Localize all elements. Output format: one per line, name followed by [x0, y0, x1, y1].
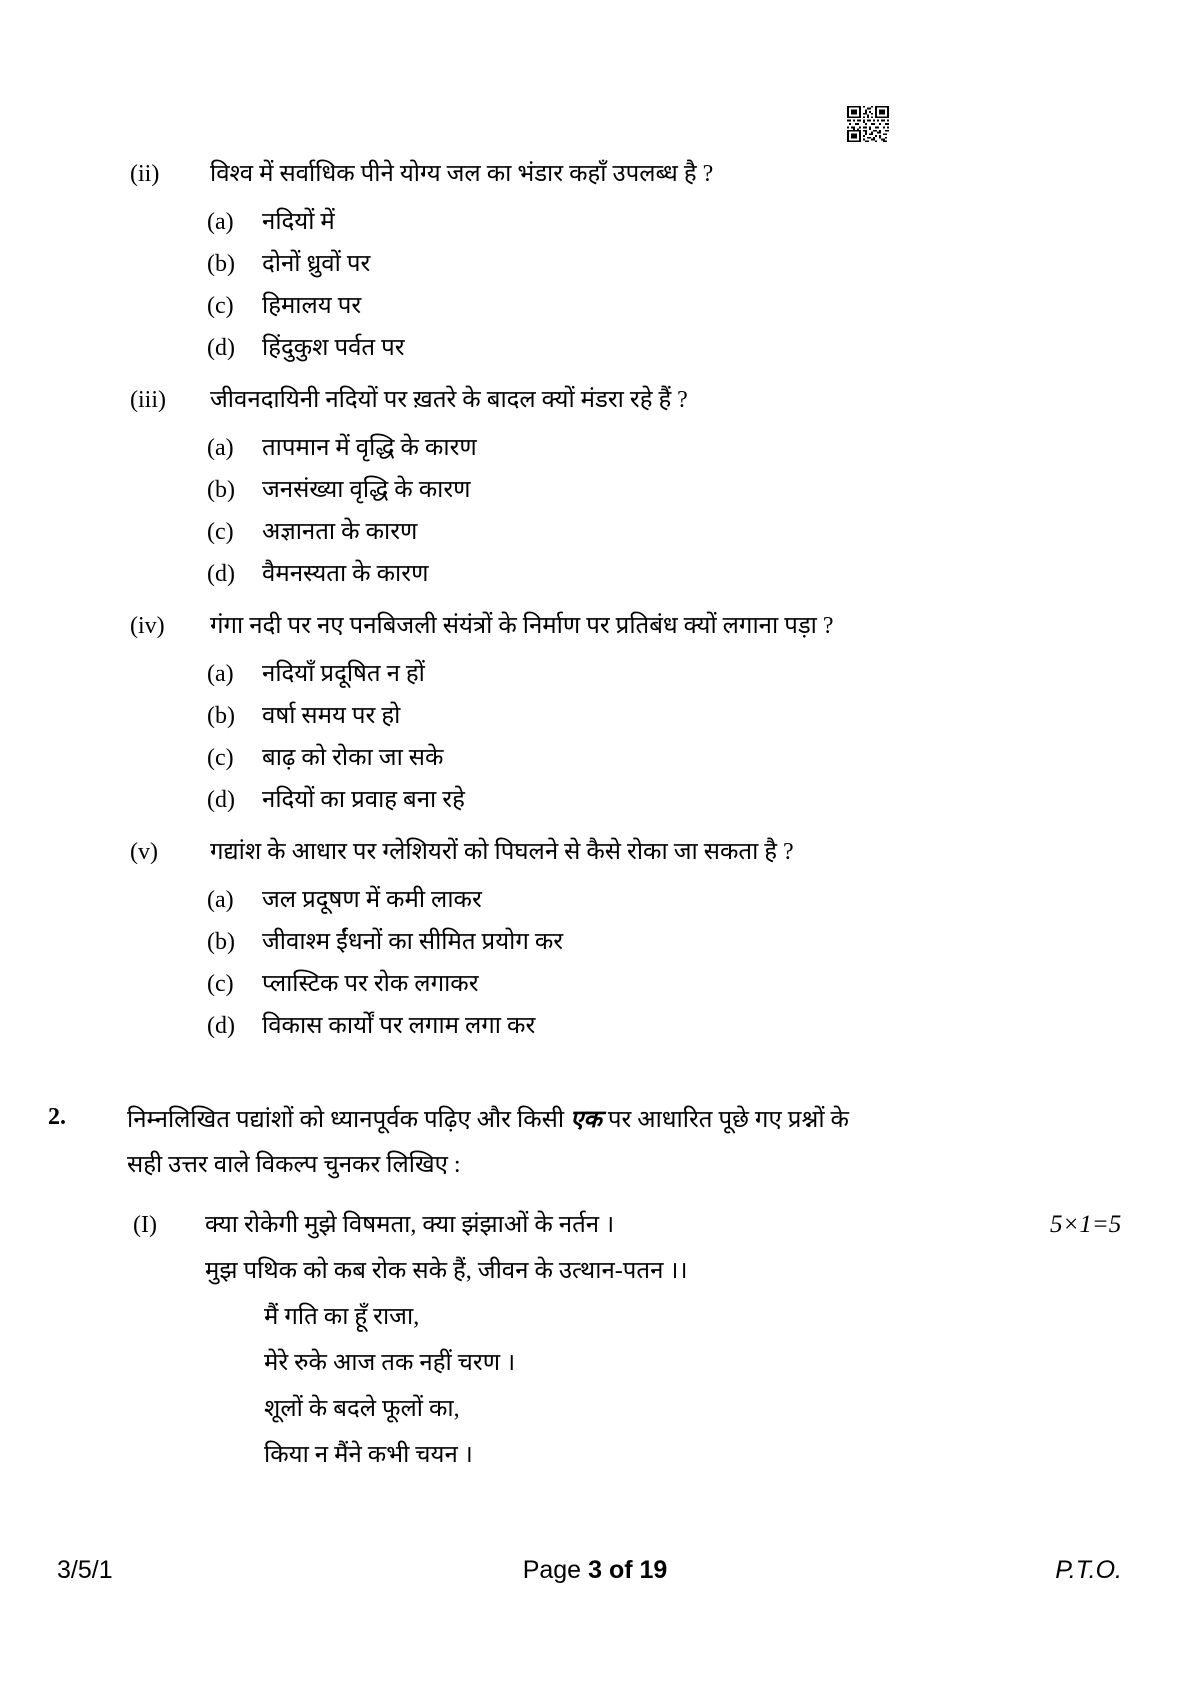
question-row	[0, 158, 1190, 190]
question-block-ii	[0, 158, 1190, 364]
question-text: जीवनदायिनी नदियों पर ख़तरे के बादल क्यों मंडरा रहे हैं ?	[210, 387, 688, 413]
option-row	[0, 968, 1190, 1000]
poem-line: किया न मैंने कभी चयन ।	[264, 1442, 473, 1468]
option-label: (d)	[207, 561, 235, 587]
option-row	[0, 332, 1190, 364]
option-text: नदियाँ प्रदूषित न हों	[262, 661, 425, 687]
option-text: हिंदुकुश पर्वत पर	[262, 335, 405, 361]
option-text: प्लास्टिक पर रोक लगाकर	[262, 971, 479, 997]
option-label: (b)	[207, 477, 235, 503]
option-text: जल प्रदूषण में कमी लाकर	[262, 887, 482, 913]
option-label: (d)	[207, 335, 235, 361]
question-number: (ii)	[130, 161, 160, 187]
question-number: 2.	[48, 1104, 66, 1130]
option-text: नदियों का प्रवाह बना रहे	[262, 787, 465, 813]
question-text: गद्यांश के आधार पर ग्लेशियरों को पिघलने से कैसे रोका जा सकता है ?	[210, 839, 794, 865]
qr-code-icon	[847, 106, 889, 142]
option-text: विकास कार्यों पर लगाम लगा कर	[262, 1013, 536, 1039]
question-2-intro-line-2: सही उत्तर वाले विकल्प चुनकर लिखिए :	[127, 1152, 461, 1178]
question-row	[0, 610, 1190, 642]
intro-emphasis: एक	[570, 1107, 602, 1133]
option-row	[0, 658, 1190, 690]
option-text: जीवाश्म ईंधनों का सीमित प्रयोग कर	[262, 929, 564, 955]
option-label: (b)	[207, 929, 235, 955]
marks-label: 5×1=5	[1050, 1211, 1122, 1238]
option-row	[0, 742, 1190, 774]
option-row	[0, 516, 1190, 548]
option-row	[0, 700, 1190, 732]
option-row	[0, 926, 1190, 958]
question-paper-body	[0, 158, 1190, 1485]
question-row	[0, 384, 1190, 416]
option-row	[0, 432, 1190, 464]
question-row	[0, 836, 1190, 868]
question-2-intro-line-1	[127, 1104, 1190, 1136]
option-row	[0, 206, 1190, 238]
option-row	[0, 558, 1190, 590]
option-text: वर्षा समय पर हो	[262, 703, 401, 729]
page-number	[0, 1556, 1190, 1584]
question-2-intro	[0, 1104, 1190, 1181]
option-label: (d)	[207, 787, 235, 813]
option-label: (a)	[207, 661, 234, 687]
option-label: (c)	[207, 971, 234, 997]
intro-text-after: पर आधारित पूछे गए प्रश्नों के	[601, 1107, 849, 1133]
poem-line: मुझ पथिक को कब रोक सके हैं, जीवन के उत्थान-पतन ।।	[205, 1258, 688, 1284]
poem-line: मेरे रुके आज तक नहीं चरण ।	[264, 1350, 516, 1376]
page-word: Page	[522, 1556, 582, 1584]
poem-line: मैं गति का हूँ राजा,	[264, 1304, 420, 1330]
option-label: (a)	[207, 435, 234, 461]
poem-line	[0, 1209, 1190, 1241]
question-number: (v)	[130, 839, 158, 865]
poem-line: शूलों के बदले फूलों का,	[264, 1396, 460, 1422]
option-text: तापमान में वृद्धि के कारण	[262, 435, 477, 461]
option-label: (b)	[207, 703, 235, 729]
option-label: (b)	[207, 251, 235, 277]
option-label: (a)	[207, 887, 234, 913]
option-row	[0, 290, 1190, 322]
option-label: (a)	[207, 209, 234, 235]
question-block-2	[0, 1104, 1190, 1471]
option-row	[0, 248, 1190, 280]
option-label: (c)	[207, 293, 234, 319]
pto-label: P.T.O.	[1055, 1556, 1122, 1584]
option-row	[0, 474, 1190, 506]
intro-text-before: निम्नलिखित पद्यांशों को ध्यानपूर्वक पढ़िए और किसी	[127, 1107, 571, 1133]
option-label: (c)	[207, 519, 234, 545]
option-text: नदियों में	[262, 209, 335, 235]
question-number: (iii)	[130, 387, 166, 413]
paper-code: 3/5/1	[57, 1556, 113, 1584]
option-text: जनसंख्या वृद्धि के कारण	[262, 477, 471, 503]
option-text: वैमनस्यता के कारण	[262, 561, 429, 587]
sub-question-label: (I)	[133, 1212, 157, 1238]
question-number: (iv)	[130, 613, 165, 639]
poem-text: क्या रोकेगी मुझे विषमता, क्या झंझाओं के नर्तन ।	[205, 1212, 615, 1238]
option-label: (d)	[207, 1013, 235, 1039]
option-row	[0, 884, 1190, 916]
question-text: गंगा नदी पर नए पनबिजली संयंत्रों के निर्माण पर प्रतिबंध क्यों लगाना पड़ा ?	[210, 613, 834, 639]
question-block-iv	[0, 610, 1190, 816]
option-text: बाढ़ को रोका जा सके	[262, 745, 444, 771]
option-row	[0, 1010, 1190, 1042]
option-row	[0, 784, 1190, 816]
question-text: विश्व में सर्वाधिक पीने योग्य जल का भंडार कहाँ उपलब्ध है ?	[210, 161, 714, 187]
page-value: 3 of 19	[588, 1556, 668, 1584]
option-text: अज्ञानता के कारण	[262, 519, 418, 545]
option-text: हिमालय पर	[262, 293, 362, 319]
question-block-v	[0, 836, 1190, 1042]
option-label: (c)	[207, 745, 234, 771]
question-block-iii	[0, 384, 1190, 590]
qr-code-graphic	[847, 106, 889, 142]
option-text: दोनों ध्रुवों पर	[262, 251, 371, 277]
sub-question-I	[0, 1209, 1190, 1471]
